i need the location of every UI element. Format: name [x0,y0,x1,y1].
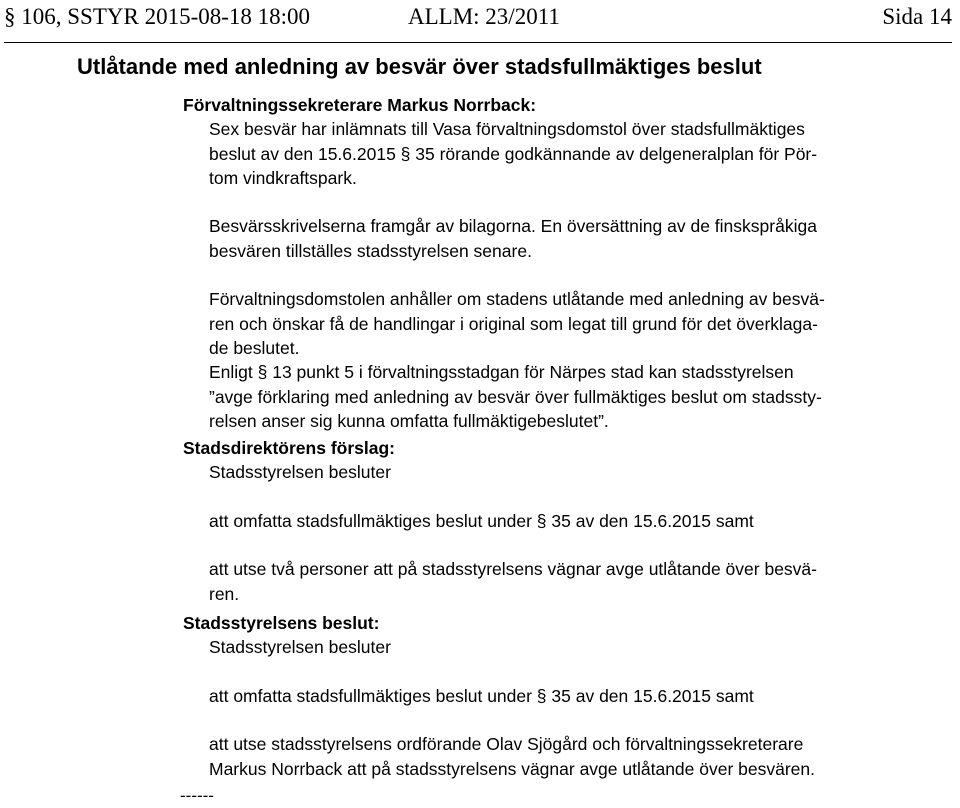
paragraph-line: de beslutet. [209,337,300,358]
page-header [4,4,952,40]
header-case-number: ALLM: 23/2011 [408,4,560,29]
decision-item: att utse stadsstyrelsens ordförande Olav Sjögård och förvaltningssekreterare [209,734,804,755]
paragraph-line: Förvaltningsdomstolen anhåller om stadens utlåtande med anledning av besvä- [209,289,825,310]
decision-heading: Stadsstyrelsens beslut: [183,613,380,633]
decision-body [183,635,903,781]
paragraph-line: beslut av den 15.6.2015 § 35 rörande godkännande av delgeneralplan för Pör- [209,143,818,164]
paragraph-line: Sex besvär har inlämnats till Vasa förvaltningsdomstol över stadsfullmäktiges [209,119,805,140]
paragraph-line: tom vindkraftspark. [209,167,357,188]
header-section-ref: § 106, SSTYR 2015-08-18 18:00 [4,4,311,29]
decision-intro: Stadsstyrelsen besluter [209,637,391,658]
proposal-item: att utse två personer att på stadsstyrelsens vägnar avge utlåtande över besvä- [209,559,817,580]
proposal-body [183,460,903,606]
preparer-heading: Förvaltningssekreterare Markus Norrback: [183,95,537,115]
paragraph-line: Besvärsskrivelserna framgår av bilagorna. En översättning av de finskspråkiga [209,216,817,237]
proposal-heading: Stadsdirektörens förslag: [183,438,395,458]
proposal-intro: Stadsstyrelsen besluter [209,462,391,483]
decision-item: att omfatta stadsfullmäktiges beslut under § 35 av den 15.6.2015 samt [209,685,754,706]
header-page-number: Sida 14 [882,4,952,29]
closing-dashes: ------ [180,786,214,805]
header-rule [4,42,952,43]
paragraph-line: Enligt § 13 punkt 5 i förvaltningsstadgan för Närpes stad kan stadsstyrelsen [209,362,794,383]
document-title: Utlåtande med anledning av besvär över stadsfullmäktiges beslut [77,54,762,79]
preparer-section [183,93,903,433]
paragraph-line: relsen anser sig kunna omfatta fullmäktigebeslutet”. [209,410,609,431]
decision-section [183,611,903,781]
preparer-body [183,117,903,433]
paragraph-line: besvären tillställes stadsstyrelsen senare. [209,240,532,261]
paragraph-line: ren och önskar få de handlingar i original som legat till grund för det överklaga- [209,313,818,334]
proposal-item: ren. [209,583,240,604]
paragraph-line: ”avge förklaring med anledning av besvär över fullmäktiges beslut om stadssty- [209,386,822,407]
proposal-item: att omfatta stadsfullmäktiges beslut under § 35 av den 15.6.2015 samt [209,510,754,531]
proposal-section [183,436,903,606]
decision-item: Markus Norrback att på stadsstyrelsens vägnar avge utlåtande över besvären. [209,758,816,779]
